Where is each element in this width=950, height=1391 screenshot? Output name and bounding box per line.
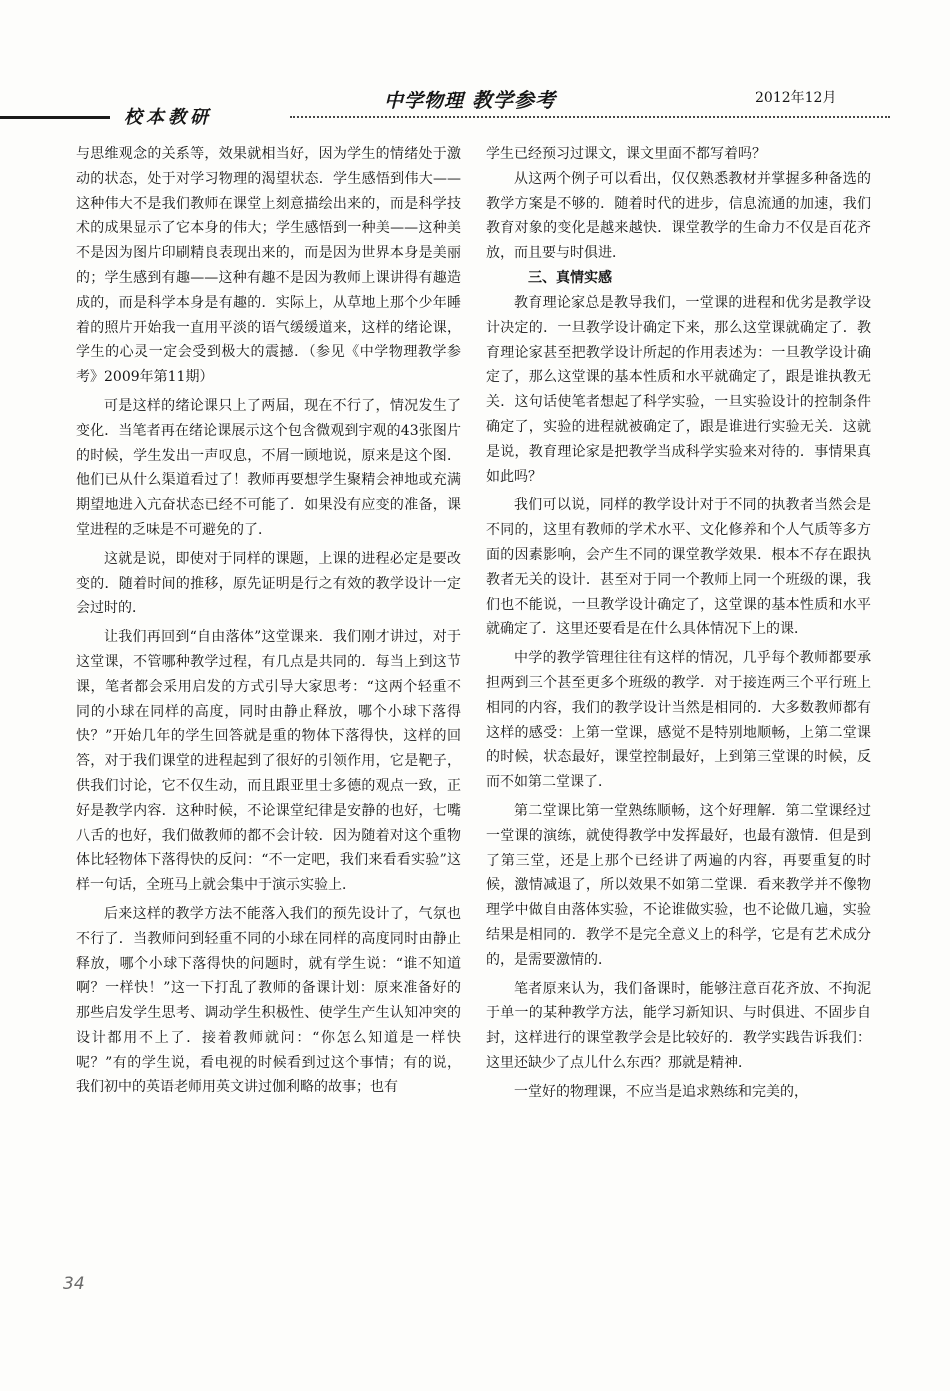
paragraph: 从这两个例子可以看出，仅仅熟悉教材并掌握多种备选的教学方案是不够的．随着时代的进步，信息流通的加速，我们教育对象的变化是越来越快．课堂教学的生命力不仅是百花齐放，而且要与时俱进． (486, 170, 871, 262)
right-column (486, 142, 871, 1104)
section-heading: 三、真情实感 (528, 269, 612, 286)
paragraph: 可是这样的绪论课只上了两届，现在不行了，情况发生了变化．当笔者再在绪论课展示这个包含微观到宇观的43张图片的时候，学生发出一声叹息，不屑一顾地说，原来是这个图．他们已从什么渠道看过了！教师再要想学生聚精会神地或充满期望地进入亢奋状态已经不可能了．如果没有应变的准备，课堂进程的乏味是不可避免的了． (76, 397, 461, 538)
paragraph: 第二堂课比第一堂熟练顺畅，这个好理解．第二堂课经过一堂课的演练，就使得教学中发挥最好，也最有激情．但是到了第三堂，还是上那个已经讲了两遍的内容，再要重复的时候，激情减退了，所以效果不如第二堂课．看来教学并不像物理学中做自由落体实验，不论谁做实验，也不论做几遍，实验结果是相同的．教学不是完全意义上的科学，它是有艺术成分的，是需要激情的． (486, 802, 871, 968)
paragraph: 学生已经预习过课文，课文里面不都写着吗？ (486, 146, 766, 162)
page-number: 34 (63, 1274, 85, 1294)
paragraph: 后来这样的教学方法不能落入我们的预先设计了，气氛也不行了．当教师问到轻重不同的小球在同样的高度同时由静止释放，哪个小球下落得快的问题时，就有学生说：“谁不知道啊？一样快！”这一下打乱了教师的备课计划：原来准备好的那些启发学生思考、调动学生积极性、使学生产生认知冲突的设计都用不上了．接着教师就问：“你怎么知道是一样快呢？”有的学生说，看电视的时候看到过这个事情；有的说，我们初中的英语老师用英文讲过伽利略的故事；也有 (76, 905, 461, 1096)
journal-subtitle: 教学参考 (472, 88, 557, 112)
paragraph: 与思维观念的关系等，效果就相当好，因为学生的情绪处于激动的状态，处于对学习物理的渴望状态．学生感悟到伟大——这种伟大不是我们教师在课堂上刻意描绘出来的，而是科学技术的成果显示了它本身的伟大；学生感悟到一种美——这种美不是因为图片印刷精良表现出来的，而是因为世界本身是美丽的；学生感到有趣——这种有趣不是因为教师上课讲得有趣造成的，而是科学本身是有趣的．实际上，从草地上那个少年睡着的照片开始我一直用平淡的语气缓缓道来，这样的绪论课，学生的心灵一定会受到极大的震撼．（参见《中学物理教学参考》2009年第11期） (76, 146, 461, 386)
paragraph: 中学的教学管理往往有这样的情况，几乎每个教师都要承担两到三个甚至更多个班级的教学．对于接连两三个平行班上相同的内容，我们的教学设计当然是相同的．大多数教师都有这样的感受：上第一堂课，感觉不是特别地顺畅，上第二堂课的时候，状态最好，课堂控制最好，上到第三堂课的时候，反而不如第二堂课了． (486, 650, 871, 791)
header-dotted-rule (290, 116, 890, 118)
paragraph: 这就是说，即使对于同样的课题，上课的进程必定是要改变的．随着时间的推移，原先证明是行之有效的教学设计一定会过时的． (76, 550, 461, 617)
section-label: 校本教研 (124, 107, 212, 128)
left-column (76, 142, 461, 1100)
paragraph: 教育理论家总是教导我们，一堂课的进程和优劣是教学设计决定的．一旦教学设计确定下来，那么这堂课就确定了．教育理论家甚至把教学设计所起的作用表述为：一旦教学设计确定了，那么这堂课的基本性质和水平就确定了，跟是谁执教无关．这句话使笔者想起了科学实验，一旦实验设计的控制条件确定了，实验的进程就被确定了，跟是谁进行实验无关．这就是说，教育理论家是把教学当成科学实验来对待的．事情果真如此吗？ (486, 294, 871, 485)
header-rule (0, 116, 110, 119)
issue-date: 2012年12月 (755, 90, 837, 106)
journal-logo (384, 84, 556, 113)
paragraph: 我们可以说，同样的教学设计对于不同的执教者当然会是不同的，这里有教师的学术水平、文化修养和个人气质等多方面的因素影响，会产生不同的课堂教学效果．根本不存在跟执教者无关的设计．甚至对于同一个教师上同一个班级的课，我们也不能说，一旦教学设计确定了，这堂课的基本性质和水平就确定了．这里还要看是在什么具体情况下上的课． (486, 497, 871, 638)
paragraph: 让我们再回到“自由落体”这堂课来．我们刚才讲过，对于这堂课，不管哪种教学过程，有几点是共同的．每当上到这节课，笔者都会采用启发的方式引导大家思考：“这两个轻重不同的小球在同样的高度，同时由静止释放，哪个小球下落得快？”开始几年的学生回答就是重的物体下落得快，这样的回答，对于我们课堂的进程起到了很好的引领作用，它是靶子，供我们讨论，它不仅生动，而且跟亚里士多德的观点一致，正好是教学内容．这种时候，不论课堂纪律是安静的也好，七嘴八舌的也好，我们做教师的都不会计较．因为随着对这个重物体比轻物体下落得快的反问：“不一定吧，我们来看看实验”这样一句话，全班马上就会集中于演示实验上． (76, 629, 461, 894)
page-header (0, 0, 950, 140)
paragraph: 笔者原来认为，我们备课时，能够注意百花齐放、不拘泥于单一的某种教学方法，能学习新知识、与时俱进、不固步自封，这样进行的课堂教学会是比较好的．教学实践告诉我们：这里还缺少了点儿什么东西？那就是精神． (486, 980, 871, 1071)
paragraph: 一堂好的物理课，不应当是追求熟练和完美的， (514, 1083, 808, 1100)
journal-name: 中学物理 (384, 90, 465, 112)
